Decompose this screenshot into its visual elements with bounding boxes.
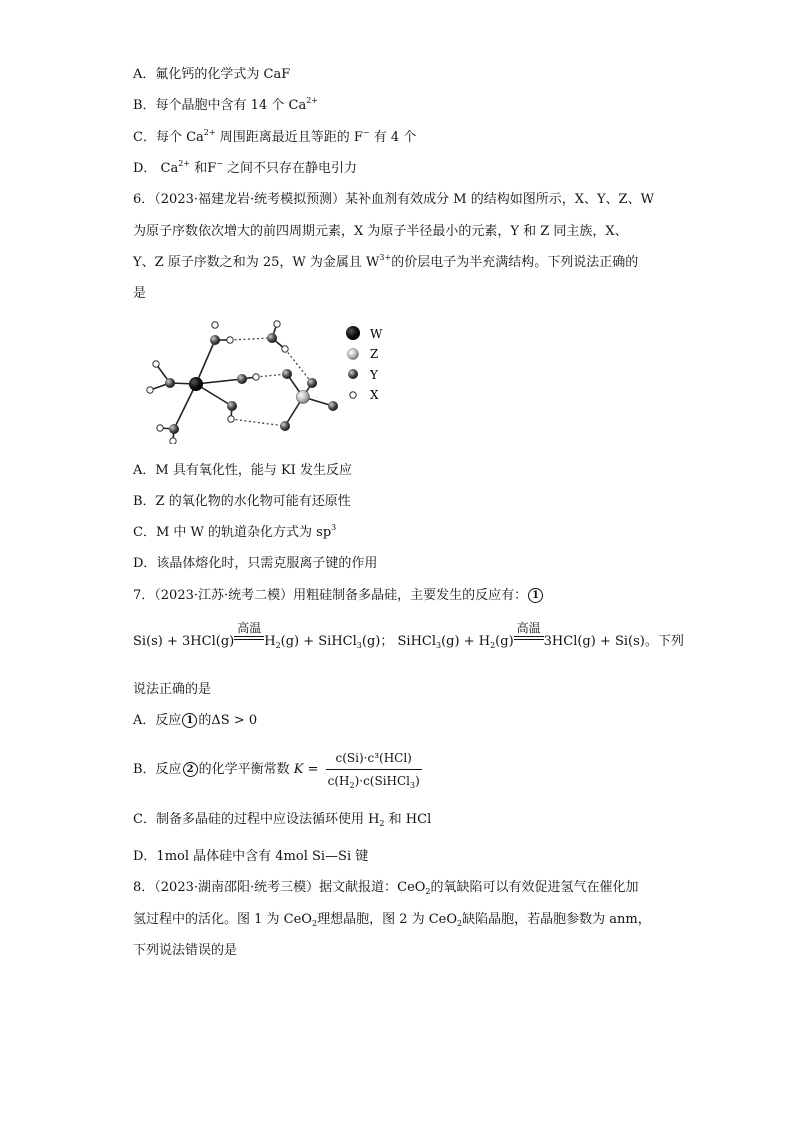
atom-x <box>227 337 233 343</box>
legend-z-label: Z <box>370 347 379 361</box>
q5-option-b: B．每个晶胞中含有 14 个 $Ca^{2+}$ <box>133 96 318 113</box>
atom-y <box>210 335 220 345</box>
equilibrium-sign-2: 高温 <box>514 632 544 646</box>
q7-stem-line1: 7．（2023·江苏·统考二模）用粗硅制备多晶硅，主要发生的反应有： 1 <box>133 586 544 606</box>
atom-x <box>153 361 159 367</box>
q8-stem-line2: 氢过程中的活化。图 1 为 CeO$_2$理想晶胞，图 2 为 CeO$_2$缺陷晶胞，若晶胞参数为 anm， <box>133 912 651 928</box>
q6-stem-line3: Y、Z 原子序数之和为 25，W 为金属且 $W^{3+}$的价层电子为半充满结构。下列说法正确的 <box>133 253 639 270</box>
q7-stem-line3: 说法正确的是 <box>133 682 212 697</box>
q6-stem-line2: 为原子序数依次增大的前四周期元素，X 为原子半径最小的元素，Y 和 Z 同主族，X、 <box>133 224 628 239</box>
atom-y <box>328 401 338 411</box>
atom-x <box>228 416 234 422</box>
atom-x <box>253 374 259 380</box>
atom-y <box>307 378 317 388</box>
atoms <box>147 321 338 444</box>
atom-y <box>165 378 175 388</box>
legend-y-label: Y <box>370 368 378 382</box>
atom-y <box>237 374 247 384</box>
atom-y <box>169 424 179 434</box>
atom-x <box>170 438 176 444</box>
atom-y <box>282 369 292 379</box>
q6-option-d: D．该晶体熔化时，只需克服离子键的作用 <box>133 556 378 571</box>
q6-option-b: B．Z 的氧化物的水化物可能有还原性 <box>133 494 351 509</box>
q5-option-d: D． $Ca^{2+}$ 和F− 之间不只存在静电引力 <box>133 159 358 176</box>
legend-w-marker <box>346 326 360 340</box>
q8-stem-line3: 下列说法错误的是 <box>133 943 238 958</box>
atom-x <box>274 321 280 327</box>
q7-option-a: A．反应 1 的ΔS > 0 <box>133 713 258 728</box>
q5-option-c: C．每个 $Ca^{2+}$ 周围距离最近且等距的 F− 有 4 个 <box>133 128 417 145</box>
q6-option-c: C．M 中 W 的轨道杂化方式为 $sp^3$ <box>133 523 337 540</box>
q5-option-a: A．氟化钙的化学式为 CaF <box>133 67 291 82</box>
q7-option-b: B．反应 2 的化学平衡常数 K = $\frac{\text{c(Si)·c³(HCl)}}{c(H_2)\cdot c(SiHCl_3)}$ <box>133 748 422 791</box>
atom-w <box>189 377 203 391</box>
q7-option-c: C．制备多晶硅的过程中应设法循环使用 $H_2$ 和 HCl <box>133 812 432 828</box>
equilibrium-constant-fraction: $\frac{\text{c(Si)·c³(HCl)}}{c(H_2)\cdot c(SiHCl_3)}$ <box>326 748 422 791</box>
q8-stem-line1: 8．（2023·湖南邵阳·统考三模）据文献报道：CeO$_2$的氧缺陷可以有效促进氢气在催化加 <box>133 880 639 896</box>
atom-x <box>282 346 288 352</box>
q7-option-d: D．1mol 晶体硅中含有 4mol Si—Si 键 <box>133 849 369 864</box>
reaction-1-marker: 1 <box>528 588 543 603</box>
atom-x <box>147 387 153 393</box>
equilibrium-sign-1: 高温 <box>234 632 264 646</box>
legend-z-marker <box>348 349 359 360</box>
q6-stem-line4: 是 <box>133 286 147 301</box>
legend-x-label: X <box>370 388 379 402</box>
legend-x-marker <box>350 392 356 398</box>
q7-equations: Si(s) + 3HCl(g) 高温 $H_2(g)$ + SiHCl$_3$(g)； SiHCl$_3$(g) + $H_2(g)$ 高温 3HCl(g) + Si(s)。下列 <box>133 621 684 650</box>
atom-y <box>267 333 277 343</box>
legend-w-label: W <box>370 327 383 341</box>
atom-x <box>212 322 218 328</box>
q6-stem-line1: 6．（2023·福建龙岩·统考模拟预测）某补血剂有效成分 M 的结构如图所示，X、Y、Z、W <box>133 192 654 207</box>
atom-y <box>227 401 237 411</box>
atom-x <box>157 425 163 431</box>
q6-option-a: A．M 具有氧化性，能与 KI 发生反应 <box>133 463 352 478</box>
legend <box>346 326 383 402</box>
molecule-structure-figure <box>130 316 410 444</box>
atom-z <box>297 391 310 404</box>
atom-y <box>280 421 290 431</box>
legend-y-marker <box>348 369 358 379</box>
